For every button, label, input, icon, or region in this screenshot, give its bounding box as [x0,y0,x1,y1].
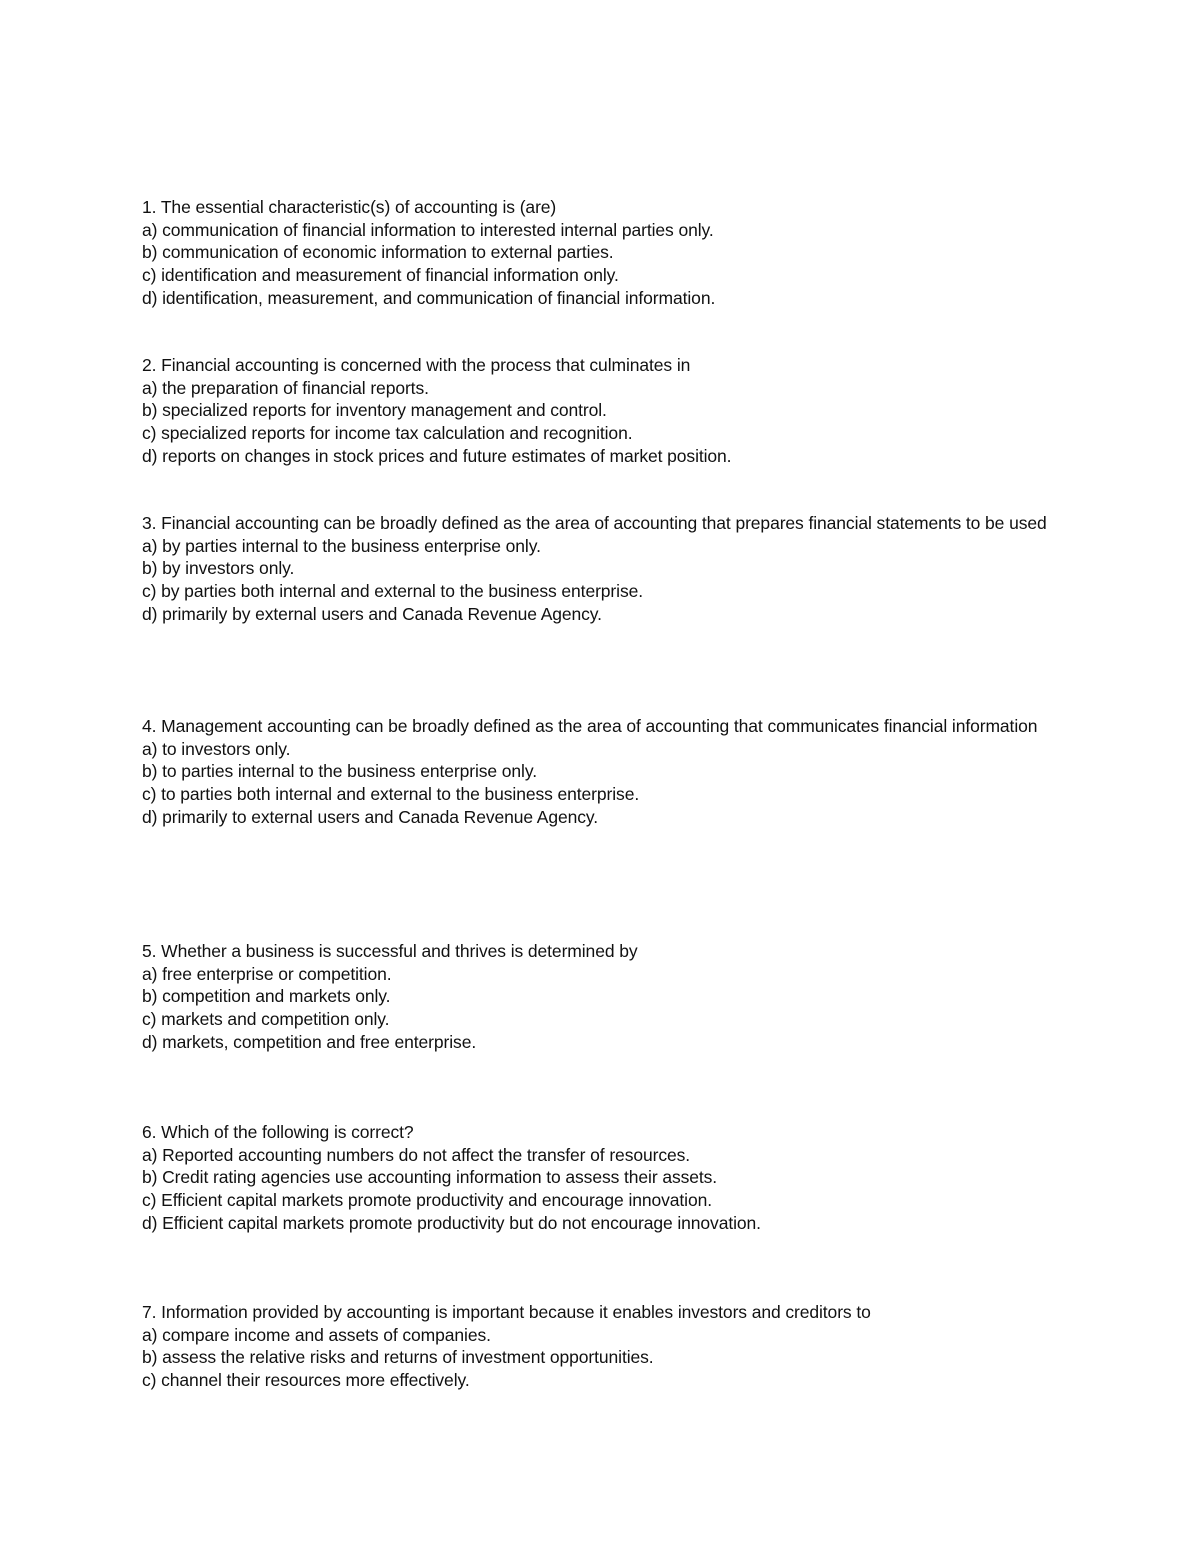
question-2-option-c: c) specialized reports for income tax calculation and recognition. [142,423,633,444]
question-6-option-d: d) Efficient capital markets promote productivity but do not encourage innovation. [142,1212,761,1233]
question-6-option-c: c) Efficient capital markets promote productivity and encourage innovation. [142,1190,712,1211]
question-7-option-a: a) compare income and assets of companies. [142,1324,491,1345]
question-4-option-d: d) primarily to external users and Canada Revenue Agency. [142,806,599,827]
question-3-option-c: c) by parties both internal and external to the business enterprise. [142,581,643,602]
question-3-option-d: d) primarily by external users and Canada Revenue Agency. [142,603,602,624]
question-3-option-a: a) by parties internal to the business enterprise only. [142,535,541,556]
question-6-stem: 6. Which of the following is correct? [142,1122,414,1142]
question-2 [142,354,1102,468]
question-1-option-a: a) communication of financial information to interested internal parties only. [142,219,714,240]
question-1-option-d: d) identification, measurement, and communication of financial information. [142,287,716,308]
question-5-option-c: c) markets and competition only. [142,1009,390,1030]
question-5-option-a: a) free enterprise or competition. [142,963,392,984]
question-2-option-a: a) the preparation of financial reports. [142,377,429,398]
question-1-option-c: c) identification and measurement of financial information only. [142,265,619,286]
question-4-stem: 4. Management accounting can be broadly defined as the area of accounting that communicates financial information [142,716,1038,736]
question-5-option-b: b) competition and markets only. [142,986,391,1007]
question-3-stem: 3. Financial accounting can be broadly defined as the area of accounting that prepares financial statements to be used [142,513,1047,533]
question-7-option-b: b) assess the relative risks and returns of investment opportunities. [142,1347,654,1368]
question-2-stem: 2. Financial accounting is concerned with the process that culminates in [142,355,691,375]
question-7-option-c: c) channel their resources more effectively. [142,1370,470,1391]
question-1-option-b: b) communication of economic information to external parties. [142,242,614,263]
question-5 [142,940,1102,1054]
question-6 [142,1121,1102,1235]
question-2-option-b: b) specialized reports for inventory management and control. [142,400,607,421]
question-7 [142,1301,1102,1392]
question-1 [142,196,1102,310]
question-4-option-a: a) to investors only. [142,738,291,759]
question-2-option-d: d) reports on changes in stock prices and future estimates of market position. [142,445,732,466]
question-3-option-b: b) by investors only. [142,558,295,579]
question-5-stem: 5. Whether a business is successful and thrives is determined by [142,941,638,961]
question-6-option-b: b) Credit rating agencies use accounting information to assess their assets. [142,1167,718,1188]
question-4-option-b: b) to parties internal to the business enterprise only. [142,761,537,782]
question-7-stem: 7. Information provided by accounting is important because it enables investors and creditors to [142,1302,871,1322]
question-6-option-a: a) Reported accounting numbers do not affect the transfer of resources. [142,1144,691,1165]
question-5-option-d: d) markets, competition and free enterprise. [142,1031,477,1052]
question-4 [142,715,1102,829]
question-3 [142,512,1102,626]
question-1-stem: 1. The essential characteristic(s) of accounting is (are) [142,197,557,217]
question-4-option-c: c) to parties both internal and external to the business enterprise. [142,784,640,805]
